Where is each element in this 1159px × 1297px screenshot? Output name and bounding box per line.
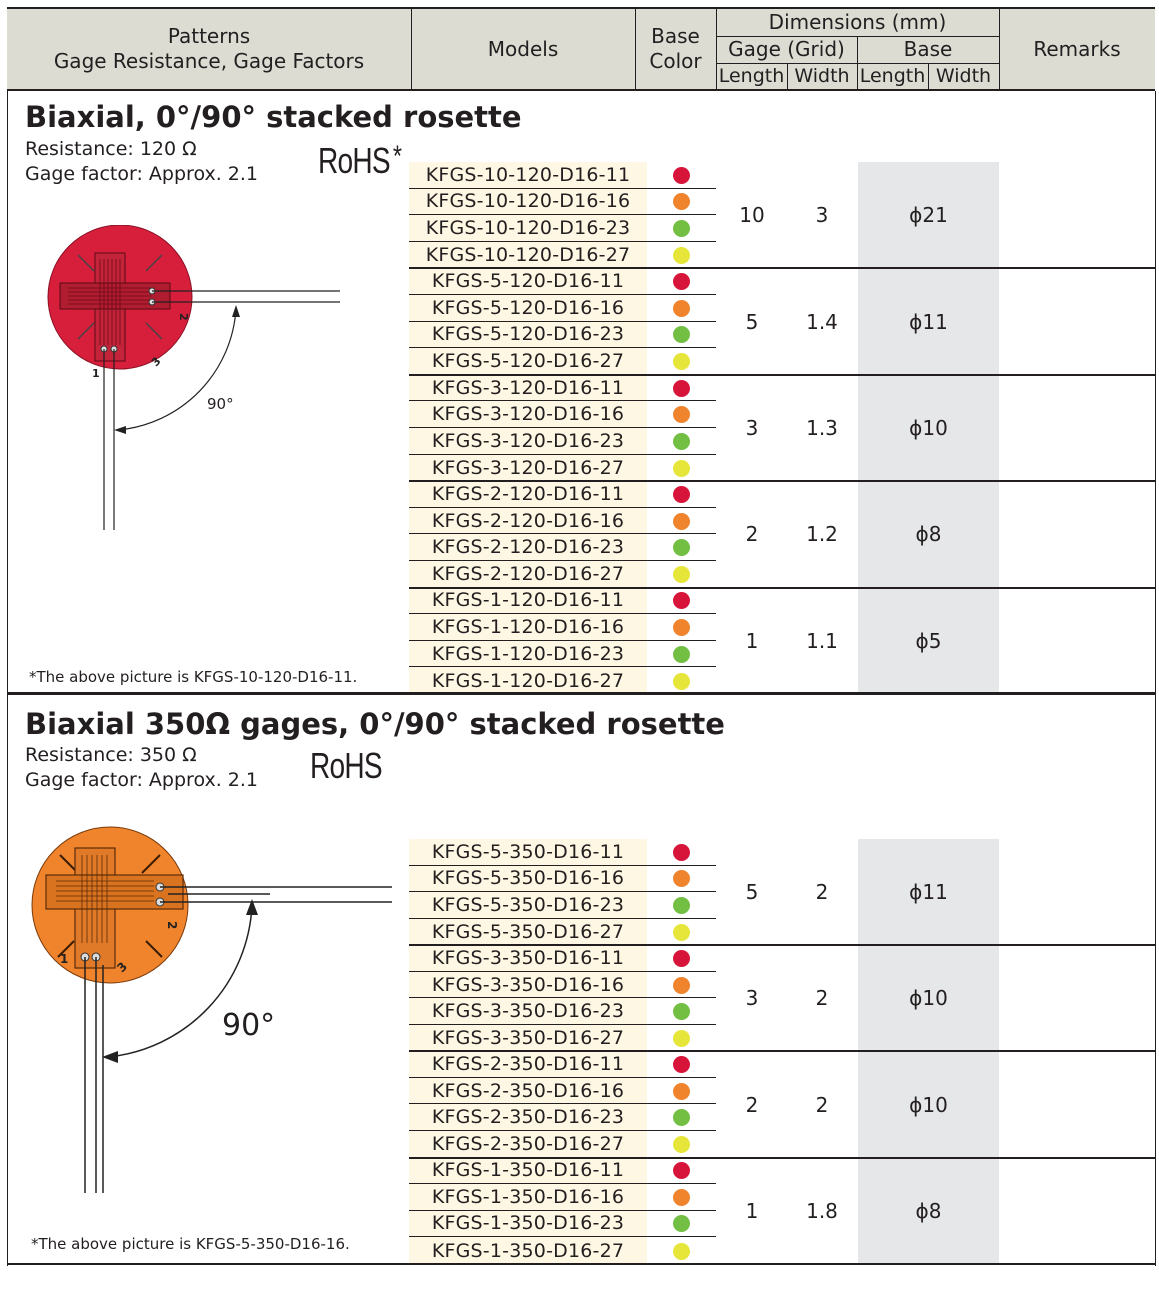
svg-text:3: 3	[148, 354, 164, 370]
dimension-base: ϕ10	[909, 416, 948, 440]
base-color-yellow-dot	[673, 673, 690, 690]
dimension-width: 1.3	[806, 416, 838, 440]
table-row	[409, 972, 716, 999]
base-color-header-line2: Color	[649, 49, 702, 73]
section2-title: Biaxial 350Ω gages, 0°/90° stacked rosette	[25, 707, 725, 741]
base-width-header: Width	[935, 64, 992, 87]
base-length-header: Length	[859, 64, 926, 87]
model-name: KFGS-2-120-D16-11	[431, 482, 625, 505]
base-color-yellow-dot	[673, 247, 690, 264]
table-row	[409, 667, 716, 694]
model-name: KFGS-3-120-D16-16	[431, 403, 625, 426]
gage-120-illustration	[40, 225, 360, 535]
model-name: KFGS-3-120-D16-23	[431, 429, 625, 452]
dimension-base: ϕ21	[909, 203, 948, 228]
section1-gage-factor: Gage factor: Approx. 2.1	[25, 163, 259, 185]
table-row	[409, 1105, 716, 1132]
base-color-red-dot	[673, 167, 690, 184]
table-row	[409, 839, 716, 866]
table-row	[409, 1131, 716, 1158]
models-header: Models	[487, 36, 559, 61]
model-name: KFGS-3-350-D16-11	[431, 946, 625, 969]
base-color-yellow-dot	[673, 1243, 690, 1260]
table-row	[409, 614, 716, 641]
rohs-star: *	[392, 140, 402, 173]
section2-resistance: Resistance: 350 Ω	[25, 744, 197, 766]
dimension-length: 3	[745, 986, 759, 1011]
model-name: KFGS-1-120-D16-16	[431, 615, 625, 638]
dimension-length: 5	[745, 880, 759, 905]
table-row	[409, 189, 716, 216]
base-color-orange-dot	[673, 513, 690, 530]
base-color-header	[635, 9, 716, 89]
rohs-mark-2: RoHS	[310, 745, 382, 786]
model-name: KFGS-10-120-D16-16	[425, 190, 631, 213]
svg-text:1: 1	[92, 367, 100, 380]
model-name: KFGS-3-120-D16-27	[431, 456, 625, 479]
base-color-yellow-dot	[673, 566, 690, 583]
model-name: KFGS-5-350-D16-16	[431, 867, 625, 890]
base-color-green-dot	[673, 433, 690, 450]
table-row	[409, 242, 716, 269]
width-header: Width	[794, 64, 850, 87]
dimensions-header: Dimensions (mm)	[768, 10, 947, 34]
model-name: KFGS-2-350-D16-27	[431, 1133, 625, 1156]
base-color-red-dot	[673, 1056, 690, 1073]
model-name: KFGS-10-120-D16-23	[425, 216, 631, 239]
table-row	[409, 1211, 716, 1238]
base-color-green-dot	[673, 646, 690, 663]
base-color-green-dot	[673, 1109, 690, 1126]
table-row	[409, 945, 716, 972]
base-color-orange-dot	[673, 619, 690, 636]
model-name: KFGS-1-120-D16-23	[431, 642, 625, 665]
table-row	[409, 1158, 716, 1185]
section-divider	[7, 692, 1156, 695]
dimension-width: 3	[815, 203, 829, 228]
patterns-header-line2: Gage Resistance, Gage Factors	[53, 49, 365, 73]
table-row	[409, 481, 716, 508]
remarks-header: Remarks	[1033, 36, 1121, 61]
dimension-width: 1.4	[806, 309, 838, 334]
base-color-yellow-dot	[673, 1030, 690, 1047]
base-color-orange-dot	[673, 406, 690, 423]
base-color-green-dot	[673, 539, 690, 556]
base-header: Base	[903, 37, 953, 61]
rohs-label: RoHS	[318, 140, 390, 181]
model-name: KFGS-1-120-D16-11	[431, 589, 625, 612]
svg-text:2: 2	[177, 313, 190, 321]
dimension-length: 2	[745, 1092, 759, 1117]
dimension-length: 10	[739, 203, 765, 228]
model-name: KFGS-1-350-D16-23	[431, 1212, 625, 1235]
dimension-width: 2	[815, 986, 829, 1011]
model-name: KFGS-5-120-D16-11	[431, 270, 625, 293]
base-color-yellow-dot	[673, 353, 690, 370]
section1-note: *The above picture is KFGS-10-120-D16-11.	[29, 668, 358, 686]
base-color-red-dot	[673, 380, 690, 397]
model-name: KFGS-3-120-D16-11	[431, 376, 625, 399]
model-name: KFGS-5-120-D16-16	[431, 296, 625, 319]
model-name: KFGS-2-350-D16-23	[431, 1106, 625, 1129]
table-row	[409, 588, 716, 615]
table-row	[409, 641, 716, 668]
base-color-green-dot	[673, 1003, 690, 1020]
table-row	[409, 268, 716, 295]
svg-text:3: 3	[114, 959, 131, 976]
table-row	[409, 295, 716, 322]
table-bottom-border	[7, 1263, 1156, 1265]
table-row	[409, 561, 716, 588]
section1-title: Biaxial, 0°/90° stacked rosette	[25, 100, 522, 134]
dimension-width: 1.8	[806, 1198, 838, 1223]
length-header: Length	[718, 64, 785, 87]
section1-resistance: Resistance: 120 Ω	[25, 138, 197, 160]
model-name: KFGS-10-120-D16-11	[425, 163, 631, 186]
model-name: KFGS-5-350-D16-27	[431, 920, 625, 943]
model-name: KFGS-5-350-D16-11	[431, 840, 625, 863]
base-color-orange-dot	[673, 1189, 690, 1206]
rohs-mark	[318, 140, 401, 182]
model-name: KFGS-5-120-D16-27	[431, 350, 625, 373]
base-color-green-dot	[673, 326, 690, 343]
svg-text:1: 1	[60, 952, 69, 966]
dimension-base: ϕ11	[909, 880, 948, 905]
model-name: KFGS-1-350-D16-11	[431, 1159, 625, 1182]
base-color-green-dot	[673, 1215, 690, 1232]
section2-angle-label: 90°	[222, 1008, 276, 1043]
dimension-length: 1	[745, 1198, 759, 1223]
base-color-red-dot	[673, 273, 690, 290]
table-row	[409, 215, 716, 242]
dimension-base: ϕ10	[909, 986, 948, 1011]
model-name: KFGS-2-350-D16-16	[431, 1079, 625, 1102]
base-color-red-dot	[673, 1162, 690, 1179]
model-name: KFGS-3-350-D16-23	[431, 1000, 625, 1023]
table-row	[409, 534, 716, 561]
base-color-red-dot	[673, 486, 690, 503]
section2-note: *The above picture is KFGS-5-350-D16-16.	[31, 1235, 350, 1253]
dimension-width: 2	[815, 1092, 829, 1117]
base-color-orange-dot	[673, 870, 690, 887]
table-row	[409, 892, 716, 919]
base-color-yellow-dot	[673, 1136, 690, 1153]
model-name: KFGS-10-120-D16-27	[425, 244, 631, 267]
table-row	[409, 375, 716, 402]
model-name: KFGS-1-120-D16-27	[431, 669, 625, 692]
dimension-width: 2	[815, 880, 829, 905]
dimension-base: ϕ5	[915, 628, 942, 653]
model-name: KFGS-2-120-D16-27	[431, 563, 625, 586]
table-row	[409, 1184, 716, 1211]
dimension-base: ϕ11	[909, 309, 948, 334]
svg-text:2: 2	[165, 921, 179, 930]
table-row	[409, 1237, 716, 1264]
table-row	[409, 866, 716, 893]
dimension-base: ϕ10	[909, 1092, 948, 1117]
table-row	[409, 348, 716, 375]
gage-grid-header: Gage (Grid)	[728, 37, 845, 61]
gage-350-illustration	[30, 825, 400, 1200]
dimension-length: 3	[745, 416, 759, 440]
base-color-red-dot	[673, 844, 690, 861]
table-row	[409, 1078, 716, 1105]
table-row	[409, 162, 716, 189]
model-name: KFGS-1-350-D16-27	[431, 1239, 625, 1262]
table-row	[409, 322, 716, 349]
dimension-base: ϕ8	[915, 522, 942, 547]
table-row	[409, 401, 716, 428]
model-name: KFGS-5-350-D16-23	[431, 893, 625, 916]
model-name: KFGS-5-120-D16-23	[431, 323, 625, 346]
base-color-yellow-dot	[673, 924, 690, 941]
base-color-orange-dot	[673, 977, 690, 994]
table-row	[409, 1051, 716, 1078]
table-row	[409, 508, 716, 535]
base-color-green-dot	[673, 897, 690, 914]
table-row	[409, 1025, 716, 1052]
dimension-length: 2	[745, 522, 759, 547]
section1-angle-label: 90°	[207, 395, 234, 413]
table-row	[409, 919, 716, 946]
dimension-length: 1	[745, 628, 759, 653]
base-color-orange-dot	[673, 193, 690, 210]
table-row	[409, 455, 716, 482]
patterns-header	[7, 9, 411, 89]
model-name: KFGS-2-120-D16-16	[431, 509, 625, 532]
base-color-green-dot	[673, 220, 690, 237]
table-header	[7, 7, 1155, 91]
table-row	[409, 998, 716, 1025]
base-color-red-dot	[673, 592, 690, 609]
model-name: KFGS-2-120-D16-23	[431, 536, 625, 559]
patterns-header-line1: Patterns	[167, 24, 251, 48]
model-name: KFGS-2-350-D16-11	[431, 1053, 625, 1076]
dimension-width: 1.2	[806, 522, 838, 547]
dimension-width: 1.1	[806, 628, 838, 653]
dimension-length: 5	[745, 309, 759, 334]
base-color-orange-dot	[673, 1083, 690, 1100]
base-color-orange-dot	[673, 300, 690, 317]
model-name: KFGS-1-350-D16-16	[431, 1185, 625, 1208]
base-color-red-dot	[673, 950, 690, 967]
table-row	[409, 428, 716, 455]
section2-gage-factor: Gage factor: Approx. 2.1	[25, 769, 259, 791]
dimension-base: ϕ8	[915, 1198, 942, 1223]
model-name: KFGS-3-350-D16-27	[431, 1027, 625, 1050]
model-name: KFGS-3-350-D16-16	[431, 973, 625, 996]
base-color-yellow-dot	[673, 460, 690, 477]
base-color-header-line1: Base	[651, 24, 700, 48]
